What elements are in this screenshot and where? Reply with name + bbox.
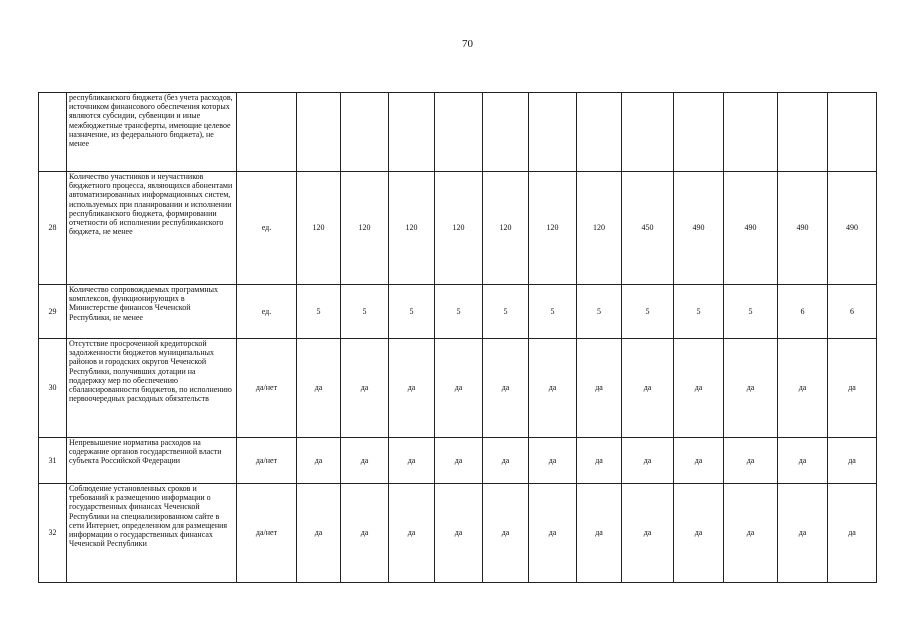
table-row (39, 172, 877, 285)
value-cell: 120 (389, 172, 435, 285)
value-cell (389, 93, 435, 172)
value-cell: 490 (724, 172, 778, 285)
value-cell: да (483, 438, 529, 484)
indicator-name: Количество участников и неучастников бюджетного процесса, являющихся абонентами автоматизированных информационных систем, используемых при планировании и исполнении республиканского бюджета, формировании отчетности об исполнении республиканского бюджета, не менее (67, 172, 237, 285)
indicator-name: Непревышение норматива расходов на содержание органов государственной власти субъекта Российской Федерации (67, 438, 237, 484)
value-cell: да (389, 339, 435, 438)
value-cell: 5 (341, 285, 389, 339)
table-row (39, 484, 877, 583)
value-cell: 450 (622, 172, 674, 285)
value-cell: да (622, 484, 674, 583)
value-cell: да (622, 438, 674, 484)
value-cell: 6 (828, 285, 877, 339)
value-cell: да (577, 438, 622, 484)
unit-cell: да/нет (237, 438, 297, 484)
value-cell: да (724, 438, 778, 484)
indicator-name: республиканского бюджета (без учета расходов, источником финансового обеспечения которых являются субсидии, субвенции и иные межбюджетные трансферты, имеющие целевое назначение, из федерального бюджета), не менее (67, 93, 237, 172)
value-cell: да (828, 339, 877, 438)
unit-cell (237, 93, 297, 172)
value-cell: 5 (529, 285, 577, 339)
value-cell (674, 93, 724, 172)
value-cell: да (435, 438, 483, 484)
value-cell: 120 (435, 172, 483, 285)
value-cell: 6 (778, 285, 828, 339)
value-cell: 120 (577, 172, 622, 285)
value-cell: да (341, 484, 389, 583)
value-cell (724, 93, 778, 172)
value-cell (483, 93, 529, 172)
row-number: 32 (39, 484, 67, 583)
value-cell: да (435, 484, 483, 583)
value-cell: да (674, 438, 724, 484)
value-cell: 5 (674, 285, 724, 339)
value-cell: 5 (435, 285, 483, 339)
value-cell (529, 93, 577, 172)
value-cell: 120 (297, 172, 341, 285)
value-cell (778, 93, 828, 172)
value-cell: да (724, 484, 778, 583)
indicator-name: Отсутствие просроченной кредиторской задолженности бюджетов муниципальных районов и городских округов Чеченской Республики, получивших дотации на поддержку мер по обеспечению сбалансированности бюджетов, по исполнению первоочередных расходных обязательств (67, 339, 237, 438)
row-number: 28 (39, 172, 67, 285)
unit-cell: да/нет (237, 339, 297, 438)
value-cell: да (389, 484, 435, 583)
value-cell: да (674, 339, 724, 438)
indicator-name: Соблюдение установленных сроков и требований к размещению информации о государственных финансах Чеченской Республики на специализированном сайте в сети Интернет, определенном для размещения информации о государственных финансах Чеченской Республики (67, 484, 237, 583)
value-cell (622, 93, 674, 172)
value-cell: да (778, 339, 828, 438)
value-cell (577, 93, 622, 172)
indicator-name: Количество сопровождаемых программных комплексов, функционирующих в Министерстве финансов Чеченской Республики, не менее (67, 285, 237, 339)
value-cell: 120 (529, 172, 577, 285)
value-cell: да (828, 484, 877, 583)
value-cell (341, 93, 389, 172)
unit-cell: ед. (237, 285, 297, 339)
value-cell (828, 93, 877, 172)
unit-cell: да/нет (237, 484, 297, 583)
table-row (39, 438, 877, 484)
value-cell: да (724, 339, 778, 438)
value-cell: да (341, 438, 389, 484)
unit-cell: ед. (237, 172, 297, 285)
value-cell: да (529, 484, 577, 583)
table-row (39, 93, 877, 172)
value-cell: да (622, 339, 674, 438)
value-cell: да (529, 438, 577, 484)
row-number: 30 (39, 339, 67, 438)
value-cell: да (577, 484, 622, 583)
indicators-table (38, 92, 877, 583)
row-number: 29 (39, 285, 67, 339)
value-cell (297, 93, 341, 172)
value-cell: 5 (577, 285, 622, 339)
value-cell: 490 (674, 172, 724, 285)
value-cell: 5 (483, 285, 529, 339)
row-number: 31 (39, 438, 67, 484)
value-cell: да (577, 339, 622, 438)
value-cell: да (297, 339, 341, 438)
value-cell: да (828, 438, 877, 484)
value-cell: 490 (828, 172, 877, 285)
value-cell: да (529, 339, 577, 438)
value-cell: да (778, 484, 828, 583)
value-cell: да (483, 339, 529, 438)
value-cell: 5 (389, 285, 435, 339)
value-cell: да (389, 438, 435, 484)
row-number (39, 93, 67, 172)
value-cell: да (674, 484, 724, 583)
value-cell: 5 (622, 285, 674, 339)
value-cell: да (297, 438, 341, 484)
value-cell: да (341, 339, 389, 438)
value-cell: да (778, 438, 828, 484)
table-row (39, 339, 877, 438)
value-cell: да (435, 339, 483, 438)
table-row (39, 285, 877, 339)
value-cell: 5 (297, 285, 341, 339)
value-cell (435, 93, 483, 172)
value-cell: 120 (341, 172, 389, 285)
value-cell: да (483, 484, 529, 583)
value-cell: 120 (483, 172, 529, 285)
value-cell: да (297, 484, 341, 583)
value-cell: 5 (724, 285, 778, 339)
page-number: 70 (462, 38, 473, 50)
value-cell: 490 (778, 172, 828, 285)
